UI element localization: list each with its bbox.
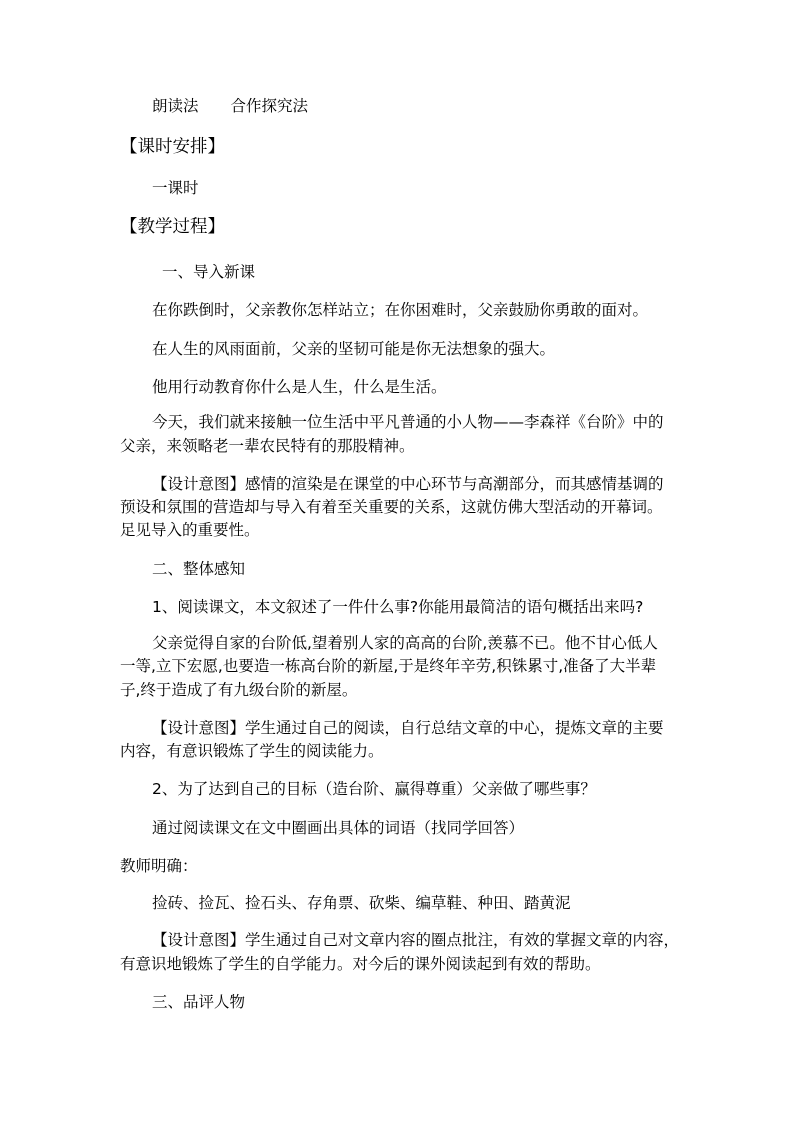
paragraph: 他用行动教育你什么是人生，什么是生活。 [152, 378, 447, 396]
process-heading: 【教学过程】 [120, 217, 225, 237]
question-1: 1、阅读课文，本文叙述了一件什么事?你能用最简洁的语句概括出来吗? [152, 598, 644, 616]
paragraph-line: 父亲，来领略老一辈农民特有的那股精神。 [120, 437, 415, 455]
design-intent-line: 【设计意图】学生通过自己的阅读，自行总结文章的中心，提炼文章的主要 [152, 719, 664, 737]
question-2: 2、为了达到自己的目标（造台阶、赢得尊重）父亲做了哪些事？ [152, 780, 596, 798]
teacher-label: 教师明确： [120, 857, 198, 875]
schedule-content: 一课时 [152, 179, 199, 197]
design-intent-line: 有意识地锻炼了学生的自学能力。对今后的课外阅读起到有效的帮助。 [120, 955, 601, 973]
paragraph: 在人生的风雨面前，父亲的坚韧可能是你无法想象的强大。 [152, 340, 556, 358]
schedule-heading: 【课时安排】 [120, 137, 225, 157]
design-intent-line: 内容，有意识锻炼了学生的阅读能力。 [120, 742, 384, 760]
method-reading-aloud: 朗读法 [152, 97, 199, 115]
answer-1-line: 子,终于造成了有九级台阶的新屋。 [120, 681, 358, 699]
answer-list: 捡砖、捡瓦、捡石头、存角票、砍柴、编草鞋、种田、踏黄泥 [152, 894, 571, 912]
method-cooperative-inquiry: 合作探究法 [230, 97, 309, 115]
design-intent-line: 预设和氛围的营造却与导入有着至关重要的关系，这就仿佛大型活动的开幕词。 [120, 498, 663, 516]
paragraph: 在你跌倒时，父亲教你怎样站立；在你困难时，父亲鼓励你勇敢的面对。 [152, 301, 649, 319]
teaching-methods [152, 96, 308, 116]
part2-title: 二、整体感知 [152, 560, 246, 578]
paragraph-line: 今天，我们就来接触一位生活中平凡普通的小人物——李森祥《台阶》中的 [152, 413, 664, 431]
design-intent-line: 足见导入的重要性。 [120, 521, 260, 539]
question-2-note: 通过阅读课文在文中圈画出具体的词语（找同学回答） [152, 819, 525, 837]
answer-1-line: 父亲觉得自家的台阶低,望着别人家的高高的台阶,羡慕不已。他不甘心低人 [152, 634, 658, 652]
design-intent-line: 【设计意图】学生通过自己对文章内容的圈点批注，有效的掌握文章的内容， [152, 931, 680, 949]
design-intent-line: 【设计意图】感情的渲染是在课堂的中心环节与高潮部分，而其感情基调的 [152, 475, 664, 493]
part3-title: 三、品评人物 [152, 993, 246, 1011]
answer-1-line: 一等,立下宏愿,也要造一栋高台阶的新屋,于是终年辛劳,积铢累寸,准备了大半辈 [120, 657, 657, 675]
part1-title: 一、导入新课 [162, 263, 256, 281]
